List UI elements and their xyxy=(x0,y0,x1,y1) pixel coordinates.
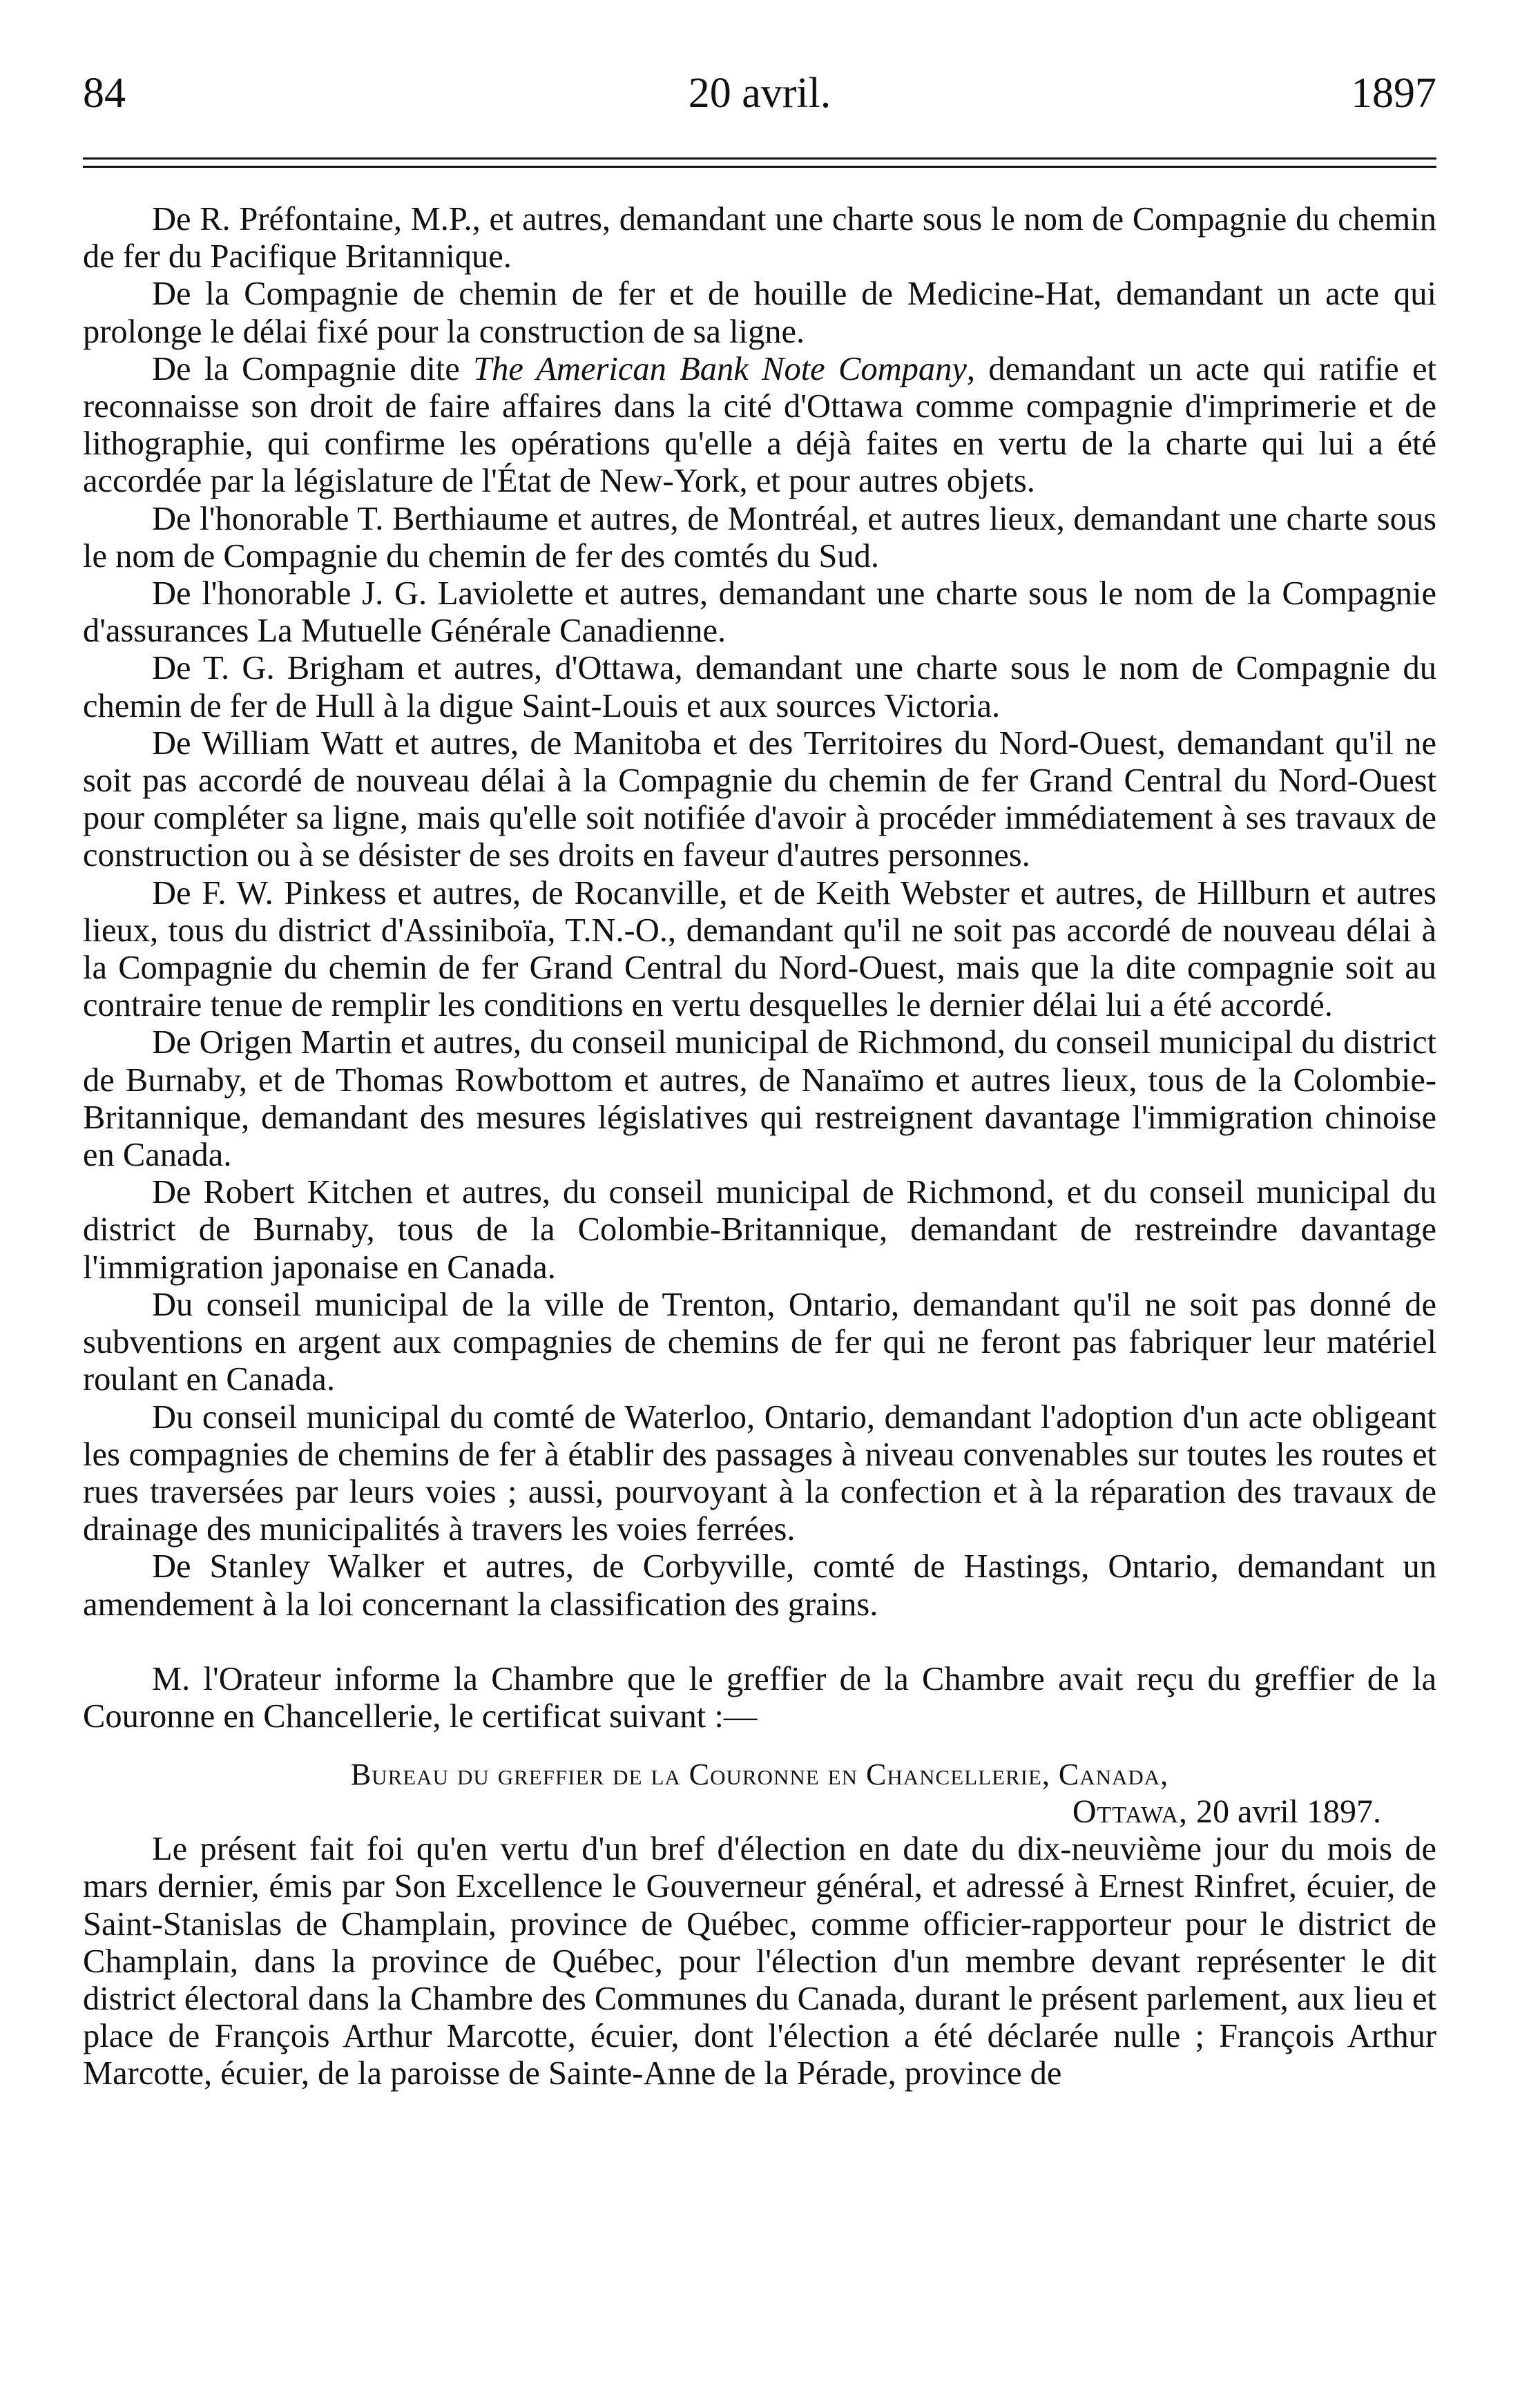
page-header xyxy=(83,69,1436,117)
petition-paragraph: Du conseil municipal du comté de Waterloo, Ontario, demandant l'adoption d'un acte obligeant les compagnies de chemins de fer à établir des passages à niveau convenables sur toutes les routes et rues traversées par leurs voies ; aussi, pourvoyant à la confection et à la réparation des travaux de drainage des municipalités à travers les voies ferrées. xyxy=(83,1398,1436,1548)
page-date: 20 avril. xyxy=(688,70,831,117)
petition-paragraph: De Robert Kitchen et autres, du conseil municipal de Richmond, et du conseil municipal du district de Burnaby, tous de la Colombie-Britannique, demandant de restreindre davantage l'immigration japonaise en Canada. xyxy=(83,1174,1436,1286)
petition-paragraph: De T. G. Brigham et autres, d'Ottawa, demandant une charte sous le nom de Compagnie du chemin de fer de Hull à la digue Saint-Louis et aux sources Victoria. xyxy=(83,650,1436,724)
petition-paragraph: De Origen Martin et autres, du conseil municipal de Richmond, du conseil municipal du district de Burnaby, et de Thomas Rowbottom et autres, de Nanaïmo et autres lieux, tous de la Colombie-Britannique, demandant des mesures législatives qui restreignent davantage l'immigration chinoise en Canada. xyxy=(83,1024,1436,1174)
document-page xyxy=(83,69,1436,2093)
petition-paragraph: De F. W. Pinkess et autres, de Rocanville, et de Keith Webster et autres, de Hillburn et autres lieux, tous du district d'Assiniboïa, T.N.-O., demandant qu'il ne soit pas accordé de nouveau délai à la Compagnie du chemin de fer Grand Central du Nord-Ouest, mais que la dite compagnie soit au contraire tenue de remplir les conditions en vertu desquelles le dernier délai lui a été accordé. xyxy=(83,874,1436,1024)
petition-text: De la Compagnie dite xyxy=(152,350,474,387)
company-name-italic: The American Bank Note Company xyxy=(473,350,967,387)
page-year: 1897 xyxy=(1351,70,1436,117)
orateur-paragraph: M. l'Orateur informe la Chambre que le greffier de la Chambre avait reçu du greffier de la Couronne en Chancellerie, le certificat suivant :— xyxy=(83,1660,1436,1735)
petition-paragraph xyxy=(83,351,1436,501)
petition-paragraph: De William Watt et autres, de Manitoba et des Territoires du Nord-Ouest, demandant qu'il ne soit pas accordé de nouveau délai à la Compagnie du chemin de fer Grand Central du Nord-Ouest pour compléter sa ligne, mais qu'elle soit notifiée d'avoir à procéder immédiatement à ses travaux de construction ou à se désister de ses droits en faveur d'autres personnes. xyxy=(83,724,1436,874)
bureau-heading: Bureau du greffier de la Couronne en Chancellerie, Canada, xyxy=(350,1757,1169,1792)
header-double-rule xyxy=(83,157,1436,168)
certificate-paragraph: Le présent fait foi qu'en vertu d'un bref d'élection en date du dix-neuvième jour du mois de mars dernier, émis par Son Excellence le Gouverneur général, et adressé à Ernest Rinfret, écuier, de Saint-Stanislas de Champlain, province de Québec, comme officier-rapporteur pour le district de Champlain, dans la province de Québec, pour l'élection d'un membre devant représenter le dit district électoral dans la Chambre des Communes du Canada, durant le présent parlement, aux lieu et place de François Arthur Marcotte, écuier, dont l'élection a été déclarée nulle ; François Arthur Marcotte, écuier, de la paroisse de Sainte-Anne de la Pérade, province de xyxy=(83,1831,1436,2092)
petition-text: , demandant un acte qui ratifie et reconnaisse son droit de faire affaires dans la cité d'Ottawa comme compagnie d'imprimerie et de lithographie, qui confirme les opérations qu'elle a déjà faites en vertu de la charte qui lui a été accordée par la législature de l'État de New-York, et pour autres objets. xyxy=(83,350,1436,500)
bureau-dateline xyxy=(83,1793,1436,1831)
bureau-date: 20 avril 1897. xyxy=(1188,1793,1381,1831)
petition-paragraph: De la Compagnie de chemin de fer et de houille de Medicine-Hat, demandant un acte qui prolonge le délai fixé pour la construction de sa ligne. xyxy=(83,276,1436,350)
page-number: 84 xyxy=(83,70,126,117)
bureau-place: Ottawa, xyxy=(1072,1793,1189,1831)
petition-paragraph: De Stanley Walker et autres, de Corbyville, comté de Hastings, Ontario, demandant un amendement à la loi concernant la classification des grains. xyxy=(83,1548,1436,1623)
petition-paragraph: De l'honorable T. Berthiaume et autres, de Montréal, et autres lieux, demandant une charte sous le nom de Compagnie du chemin de fer des comtés du Sud. xyxy=(83,500,1436,575)
petition-paragraph: De l'honorable J. G. Laviolette et autres, demandant une charte sous le nom de la Compagnie d'assurances La Mutuelle Générale Canadienne. xyxy=(83,575,1436,650)
petition-paragraph: De R. Préfontaine, M.P., et autres, demandant une charte sous le nom de Compagnie du chemin de fer du Pacifique Britannique. xyxy=(83,201,1436,276)
petition-paragraph: Du conseil municipal de la ville de Trenton, Ontario, demandant qu'il ne soit pas donné de subventions en argent aux compagnies de chemins de fer qui ne feront pas fabriquer leur matériel roulant en Canada. xyxy=(83,1286,1436,1398)
document-body xyxy=(83,201,1436,2093)
